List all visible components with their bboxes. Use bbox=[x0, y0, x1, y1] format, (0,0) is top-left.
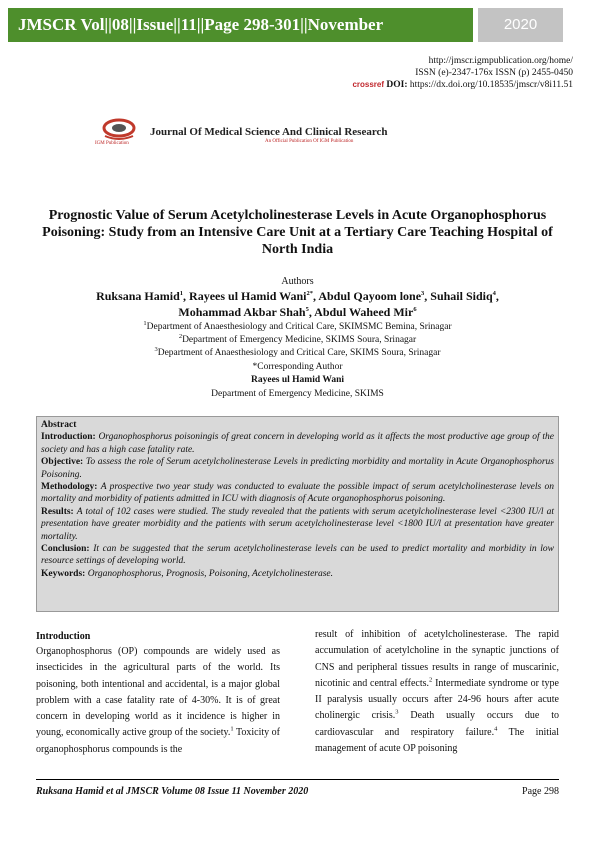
doi-line bbox=[352, 79, 573, 91]
author-affiliation-marker: 1 bbox=[179, 290, 184, 297]
abstract-box bbox=[36, 416, 559, 612]
author-affiliation-marker: 3 bbox=[421, 290, 425, 297]
affiliation-1: $^1$Department of Anaesthesiology and Critical Care, SKIMSMC Bemina, Srinagar bbox=[143, 319, 452, 332]
crossref-logo: crossref bbox=[352, 80, 385, 89]
author-affiliation-marker: 5 bbox=[305, 306, 309, 313]
author-name: Mohammad Akbar Shah bbox=[178, 305, 306, 319]
body-paragraph: Organophosphorus (OP) compounds are widely used as insecticides in the agricultural parts of the world. Its poisoning, both intentional and accidental, is a major global problem with a case fatality rate of 4-30%. It is of great concern in developing world as it incidence is higher in young, economically active group of the society.$^1$ Toxicity of organophosphorus compounds is the bbox=[36, 646, 280, 755]
section-heading-introduction: Introduction bbox=[36, 631, 91, 642]
affiliation-3: $^3$Department of Anaesthesiology and Critical Care, SKIMS Soura, Srinagar bbox=[154, 345, 441, 358]
abstract-heading: Abstract bbox=[41, 420, 77, 430]
journal-url[interactable]: http://jmscr.igmpublication.org/home/ bbox=[428, 56, 573, 66]
abstract-conclusion: Conclusion: It can be suggested that the serum acetylcholinesterase levels can be used to predict mortality and morbidity in low resource settings of developing world. bbox=[41, 544, 555, 567]
corresponding-name: Rayees ul Hamid Wani bbox=[251, 375, 344, 385]
doi-link[interactable]: https://dx.doi.org/10.18535/jmscr/v8i11.51 bbox=[409, 80, 573, 90]
banner-title: JMSCR Vol||08||Issue||11||Page 298-301||November bbox=[8, 8, 473, 42]
journal-logo bbox=[95, 110, 500, 152]
journal-banner bbox=[8, 8, 563, 42]
body-column-right bbox=[315, 627, 559, 757]
author-list: Ruksana Hamid$^1$, Rayees ul Hamid Wani$^{2*}$, Abdul Qayoom lone$^3$, Suhail Sidiq$^4$, Mohammad Akbar Shah$^5$, Abdul Waheed Mir$^6$ bbox=[96, 289, 499, 319]
abstract-introduction: Introduction: Organophosphorus poisoningis of great concern in developing world as it affects the most productive age group of the society and has a high case fatality rate. bbox=[41, 432, 554, 455]
corresponding-label: *Corresponding Author bbox=[252, 362, 343, 372]
igm-logo-icon bbox=[95, 116, 143, 142]
article-title: Prognostic Value of Serum Acetylcholinesterase Levels in Acute Organophosphorus Poisoning: Study from an Intensive Care Unit at a Tertiary Care Teaching Hospital of North India bbox=[42, 208, 553, 257]
abstract-methodology: Methodology: A prospective two year study was conducted to evaluate the possible impact of serum acetylcholinesterase levels on mortality and morbidity of patients admitted in ICU with diagnosis of Acute organophosphorus poisoning. bbox=[41, 482, 554, 505]
author-name: Suhail Sidiq bbox=[430, 289, 493, 303]
issn-line: ISSN (e)-2347-176x ISSN (p) 2455-0450 bbox=[415, 68, 573, 78]
abstract-objective: Objective: To assess the role of Serum acetylcholinesterase Levels in predicting morbidity and mortality in Acute Organophosphorus Poisoning. bbox=[41, 457, 555, 480]
author-affiliation-marker: 4 bbox=[492, 290, 496, 297]
author-name: Ruksana Hamid bbox=[96, 289, 180, 303]
authors-label: Authors bbox=[281, 276, 314, 287]
abstract-keywords: Keywords: Organophosphorus, Prognosis, Poisoning, Acetylcholinesterase. bbox=[41, 568, 334, 579]
doi-label: DOI: bbox=[386, 80, 408, 90]
abstract-results: Results: A total of 102 cases were studied. The study revealed that the patients with serum acetylcholinesterase level <2300 IU/l at presentation have greater morbidity and the patients with serum acetylcholinesterase level <1800 IU/l at presentation have greater mortality. bbox=[41, 506, 554, 542]
logo-title: Journal Of Medical Science And Clinical Research bbox=[150, 126, 388, 138]
author-affiliation-marker: 6 bbox=[413, 306, 417, 313]
author-name: Abdul Waheed Mir bbox=[314, 305, 414, 319]
footer-divider bbox=[36, 779, 559, 780]
logo-publisher: IGM Publication bbox=[95, 141, 129, 146]
body-paragraph-continued: result of inhibition of acetylcholinesterase. The rapid accumulation of acetylcholine in the synaptic junctions of CNS and peripheral tissues results in range of muscarinic, nicotinic and central effects.$^2$ Intermediate syndrome or type II paralysis usually occurs after 24-96 hours after acute cholinergic crisis.$^3$ Death usually occurs due to cardiovascular and respiratory failure.$^4$ The initial management of acute OP poisoning bbox=[315, 629, 559, 755]
banner-year: 2020 bbox=[478, 8, 563, 42]
affiliation-2: $^2$Department of Emergency Medicine, SKIMS Soura, Srinagar bbox=[178, 332, 417, 345]
logo-tagline: An Official Publication Of IGM Publication bbox=[265, 139, 354, 144]
footer-citation: Ruksana Hamid et al JMSCR Volume 08 Issue 11 November 2020 bbox=[36, 786, 309, 797]
page-number: Page 298 bbox=[522, 786, 559, 797]
author-name: Abdul Qayoom lone bbox=[318, 289, 422, 303]
author-affiliation-marker: 2* bbox=[306, 290, 313, 297]
body-column-left bbox=[36, 630, 280, 758]
publication-meta bbox=[352, 55, 573, 91]
corresponding-dept: Department of Emergency Medicine, SKIMS bbox=[211, 389, 384, 399]
author-name: Rayees ul Hamid Wani bbox=[189, 289, 307, 303]
